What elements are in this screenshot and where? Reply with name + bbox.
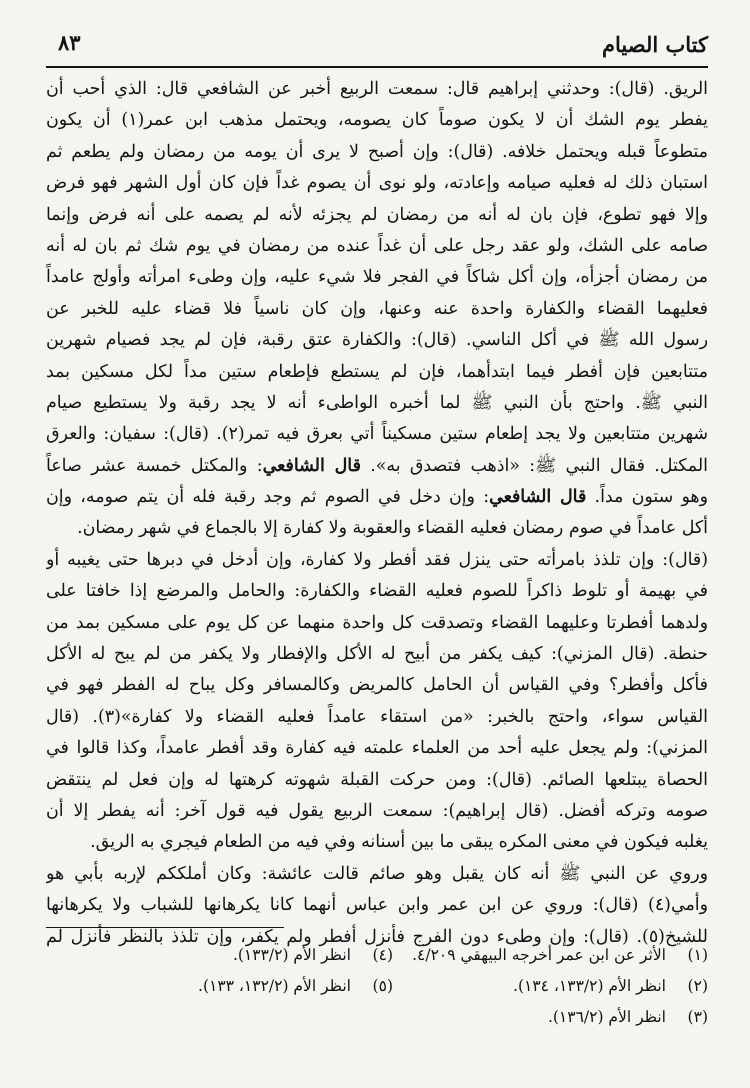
text-segment: المكتل. فقال النبي ﷺ: «اذهب فتصدق به». — [360, 455, 708, 476]
book-page — [46, 22, 708, 1062]
text-line: وروي عن النبي ﷺ أنه كان يقبل وهو صائم قالت عائشة: وكان أملككم لإربه بأبي هو — [46, 863, 708, 884]
footnote-row — [46, 971, 708, 1002]
body-text — [46, 74, 708, 953]
footnote-number: (٣) — [687, 1008, 708, 1026]
text-line: الريق. (قال): وحدثني إبراهيم قال: سمعت الربيع أخبر عن الشافعي قال: الذي أحب أن — [46, 79, 708, 99]
author-attribution: قال الشافعي — [489, 487, 587, 508]
text-line: النبي ﷺ. واحتج بأن النبي ﷺ لما أخبره الواطىء أنه لا يجد رقبة ولا يستطيع صيام — [46, 392, 708, 413]
running-header — [46, 22, 708, 66]
header-rule — [46, 66, 708, 68]
chapter-title: كتاب الصيام — [602, 32, 708, 57]
text-line: يفطر يوم الشك أن لا يكون صوماً كان يصومه، ويحتمل مذهب ابن عمر(١) أن يكون — [46, 110, 708, 131]
footnote-text: انظر الأم (١٣٣/٢، ١٣٤). — [513, 977, 666, 995]
footnote-number: (٢) — [687, 977, 708, 995]
text-line: (قال): وإن تلذذ بامرأته حتى ينزل فقد أفطر ولا كفارة، وإن أدخل في دبرها حتى يغيبه أو — [46, 549, 708, 570]
footnote — [233, 940, 393, 971]
text-line: متتابعين فإن أفطر فيما ابتدأهما، فإن لم يستطع فإطعام ستين مداً لكل مسكين بمد — [46, 361, 708, 382]
text-line: متطوعاً قبله ويحتمل خلافه. (قال): وإن أصبح لا يرى أن يومه من رمضان ولم يطعم ثم — [46, 141, 708, 162]
text-segment: : والمكتل خمسة عشر صاعاً — [46, 455, 263, 476]
footnote-text: انظر الأم (١٣٦/٢). — [547, 1008, 666, 1026]
text-line: حنطة. (قال المزني): كيف يكفر من أبيح له الأكل والإفطار ولا يكفر من لم يبح له الأكل — [46, 644, 708, 665]
footnote-row — [46, 1002, 708, 1033]
footnote-row — [46, 940, 708, 971]
author-attribution: قال الشافعي — [262, 455, 361, 476]
text-line: شهرين متتابعين ولا يجد إطعام ستين مسكيناً أتي بعرق فيه تمر(٢). (قال): سفيان: والعرق — [46, 424, 708, 445]
text-line: صومه وتركه أفضل. (قال إبراهيم): سمعت الربيع يقول فيه قول آخر: أنه يفطر إلا أن — [46, 800, 708, 821]
text-line: صامه على الشك، ولو عقد رجل على أن غداً عنده من رمضان في يوم شك ثم بان له أنه — [46, 235, 708, 256]
text-line: وأمي(٤) (قال): وروي عن ابن عمر وابن عباس أنهما كانا يكرهانها للشباب ولا يكرهانها — [46, 895, 708, 916]
text-line: رسول الله ﷺ في أكل الناسي. (قال): والكفارة عتق رقبة، فإن لم يجد فصيام شهرين — [46, 330, 708, 351]
text-line — [46, 482, 708, 513]
text-line: استبان ذلك له فعليه صيامه وإعادته، ولو نوى أن يصوم غداً فإن كان أول الشهر فهو فرض — [46, 173, 708, 194]
text-line: ولدهما أفطرتا وعليهما القضاء وتصدقت كل واحدة منهما عن كل يوم على مسكين بمد من — [46, 612, 708, 633]
text-line: المزني): ولم يجعل عليه أحد من العلماء علمته فيه كفارة وقد أفطر عامداً، وكذا قالوا في — [46, 738, 708, 759]
footnote — [198, 971, 393, 1002]
footnote-text: انظر الأم (١٣٣/٢). — [232, 946, 351, 964]
text-line: للشيخ(٥). (قال): وإن وطىء دون الفرج فأنزل أفطر ولم يكفر، وإن تلذذ بالنظر فأنزل لم — [46, 926, 708, 947]
text-segment: : وإن دخل في الصوم ثم وجد رقبة فله أن يتم صومه، وإن — [46, 487, 490, 508]
footnote-number: (٥) — [372, 977, 393, 995]
text-line: وإلا فهو تطوع، فإن بان له أنه من رمضان لم يجزئه لأنه لم يصمه على أنه فرض وإنما — [46, 204, 708, 225]
text-line: الحصاة يبتلعها الصائم. (قال): ومن حركت القبلة شهوته كرهتها له وإن فعل لم ينتقض — [46, 769, 708, 790]
footnote — [393, 940, 708, 971]
footnote-number: (٤) — [372, 946, 393, 964]
footnote-separator — [46, 927, 284, 928]
footnote-text: الأثر عن ابن عمر أخرجه البيهقي ٤/٢٠٩. — [412, 946, 666, 964]
footnote — [393, 971, 708, 1002]
text-segment: وهو ستون مداً. — [586, 487, 708, 508]
text-line: من رمضان أجزأه، وإن أكل شاكاً في الفجر فلا شيء عليه، وإن وطىء امرأته وأولج عامداً — [46, 267, 708, 288]
text-line: القياس سواء، واحتج بالخبر: «من استقاء عامداً فعليه القضاء ولا كفارة»(٣). (قال — [46, 706, 708, 727]
footnote-text: انظر الأم (١٣٢/٢، ١٣٣). — [198, 977, 351, 995]
footnote-number: (١) — [687, 946, 708, 964]
text-line: فعليهما القضاء والكفارة واحدة عنه وعنها، وإن كان ناسياً فلا قضاء عليه للخبر عن — [46, 298, 708, 319]
footnote — [393, 1002, 708, 1033]
footnotes — [46, 940, 708, 1033]
text-line — [46, 451, 708, 482]
text-line: فأكل وأفطر؟ وفي القياس أن الحامل كالمريض وكالمسافر وكل يباح له الفطر فهو في — [46, 675, 708, 696]
text-line: أكل عامداً في صوم رمضان فعليه القضاء والعقوبة ولا كفارة إلا بالجماع في شهر رمضان. — [77, 518, 708, 539]
text-line: في بهيمة أو تلوط ذاكراً للصوم فعليه القضاء والكفارة: والحامل والمرضع إذا خافتا على — [46, 581, 708, 602]
text-line: يغلبه فيكون في معنى المكره يبقى ما بين أسنانه وفي فيه من الطعام فيجري به الريق. — [90, 832, 708, 853]
page-number: ٨٣ — [58, 30, 81, 55]
